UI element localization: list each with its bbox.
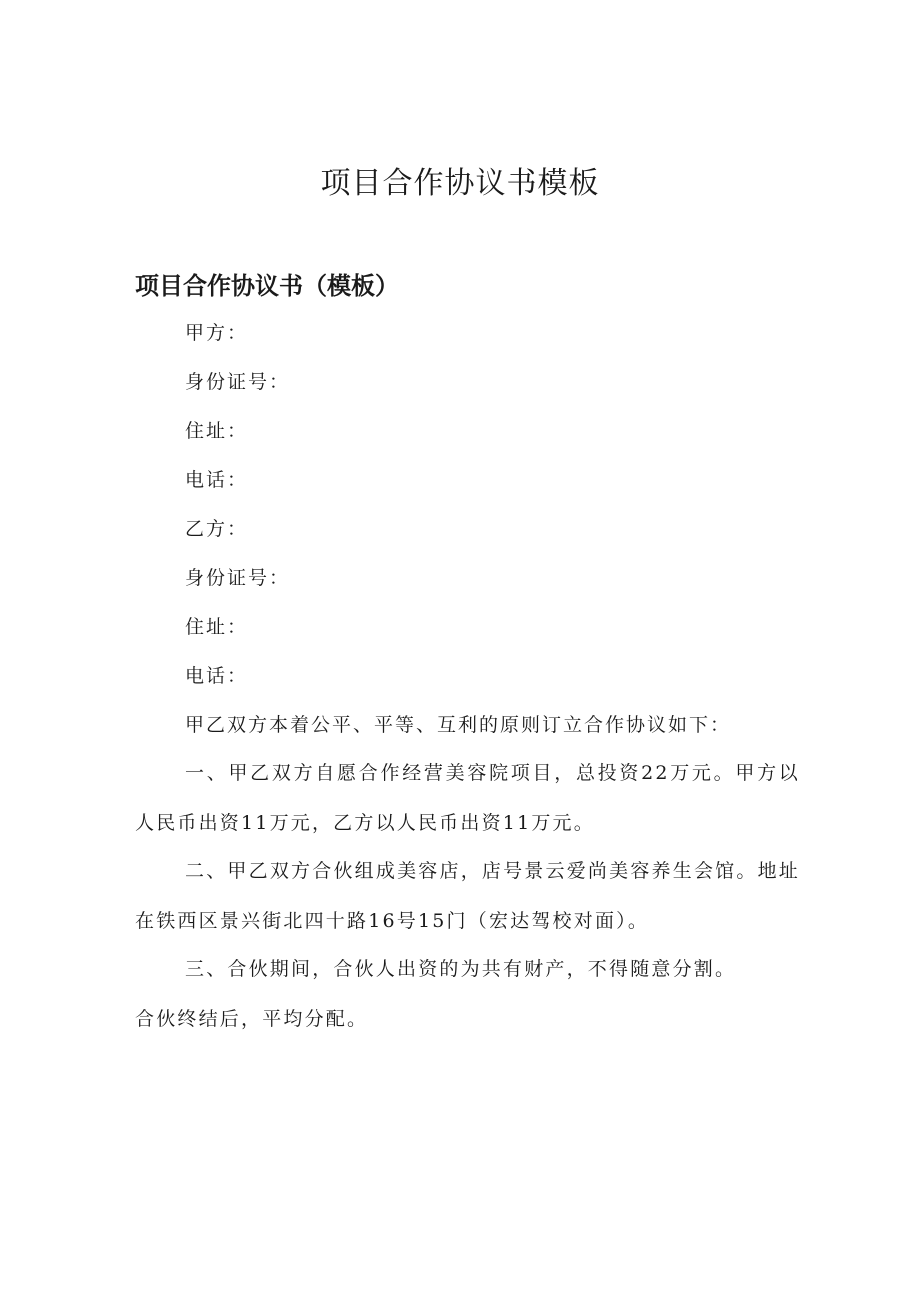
party-a-name-label: 甲方： [185, 322, 249, 344]
party-a-id-label: 身份证号： [185, 371, 291, 393]
clause-3: 三、合伙期间，合伙人出资的为共有财产，不得随意分割。 [185, 958, 737, 980]
clause-2: 二、甲乙双方合伙组成美容店，店号景云爱尚美容养生会馆。地址在铁西区景兴街北四十路16号15门（宏达驾校对面）。 [135, 860, 800, 932]
party-a-address-label: 住址： [185, 420, 249, 442]
agreement-intro: 甲乙双方本着公平、平等、互利的原则订立合作协议如下： [185, 714, 732, 736]
party-b-name-label: 乙方： [185, 518, 249, 540]
clause-1: 一、甲乙双方自愿合作经营美容院项目，总投资22万元。甲方以人民币出资11万元，乙方以人民币出资11万元。 [135, 762, 800, 834]
closing-line: 合伙终结后，平均分配。 [135, 1008, 369, 1030]
section-heading: 项目合作协议书（模板） [135, 272, 399, 300]
party-b-id-label: 身份证号： [185, 567, 291, 589]
party-a-phone-label: 电话： [185, 469, 249, 491]
party-b-address-label: 住址： [185, 616, 249, 638]
party-b-phone-label: 电话： [185, 665, 249, 687]
document-title: 项目合作协议书模板 [320, 166, 600, 201]
